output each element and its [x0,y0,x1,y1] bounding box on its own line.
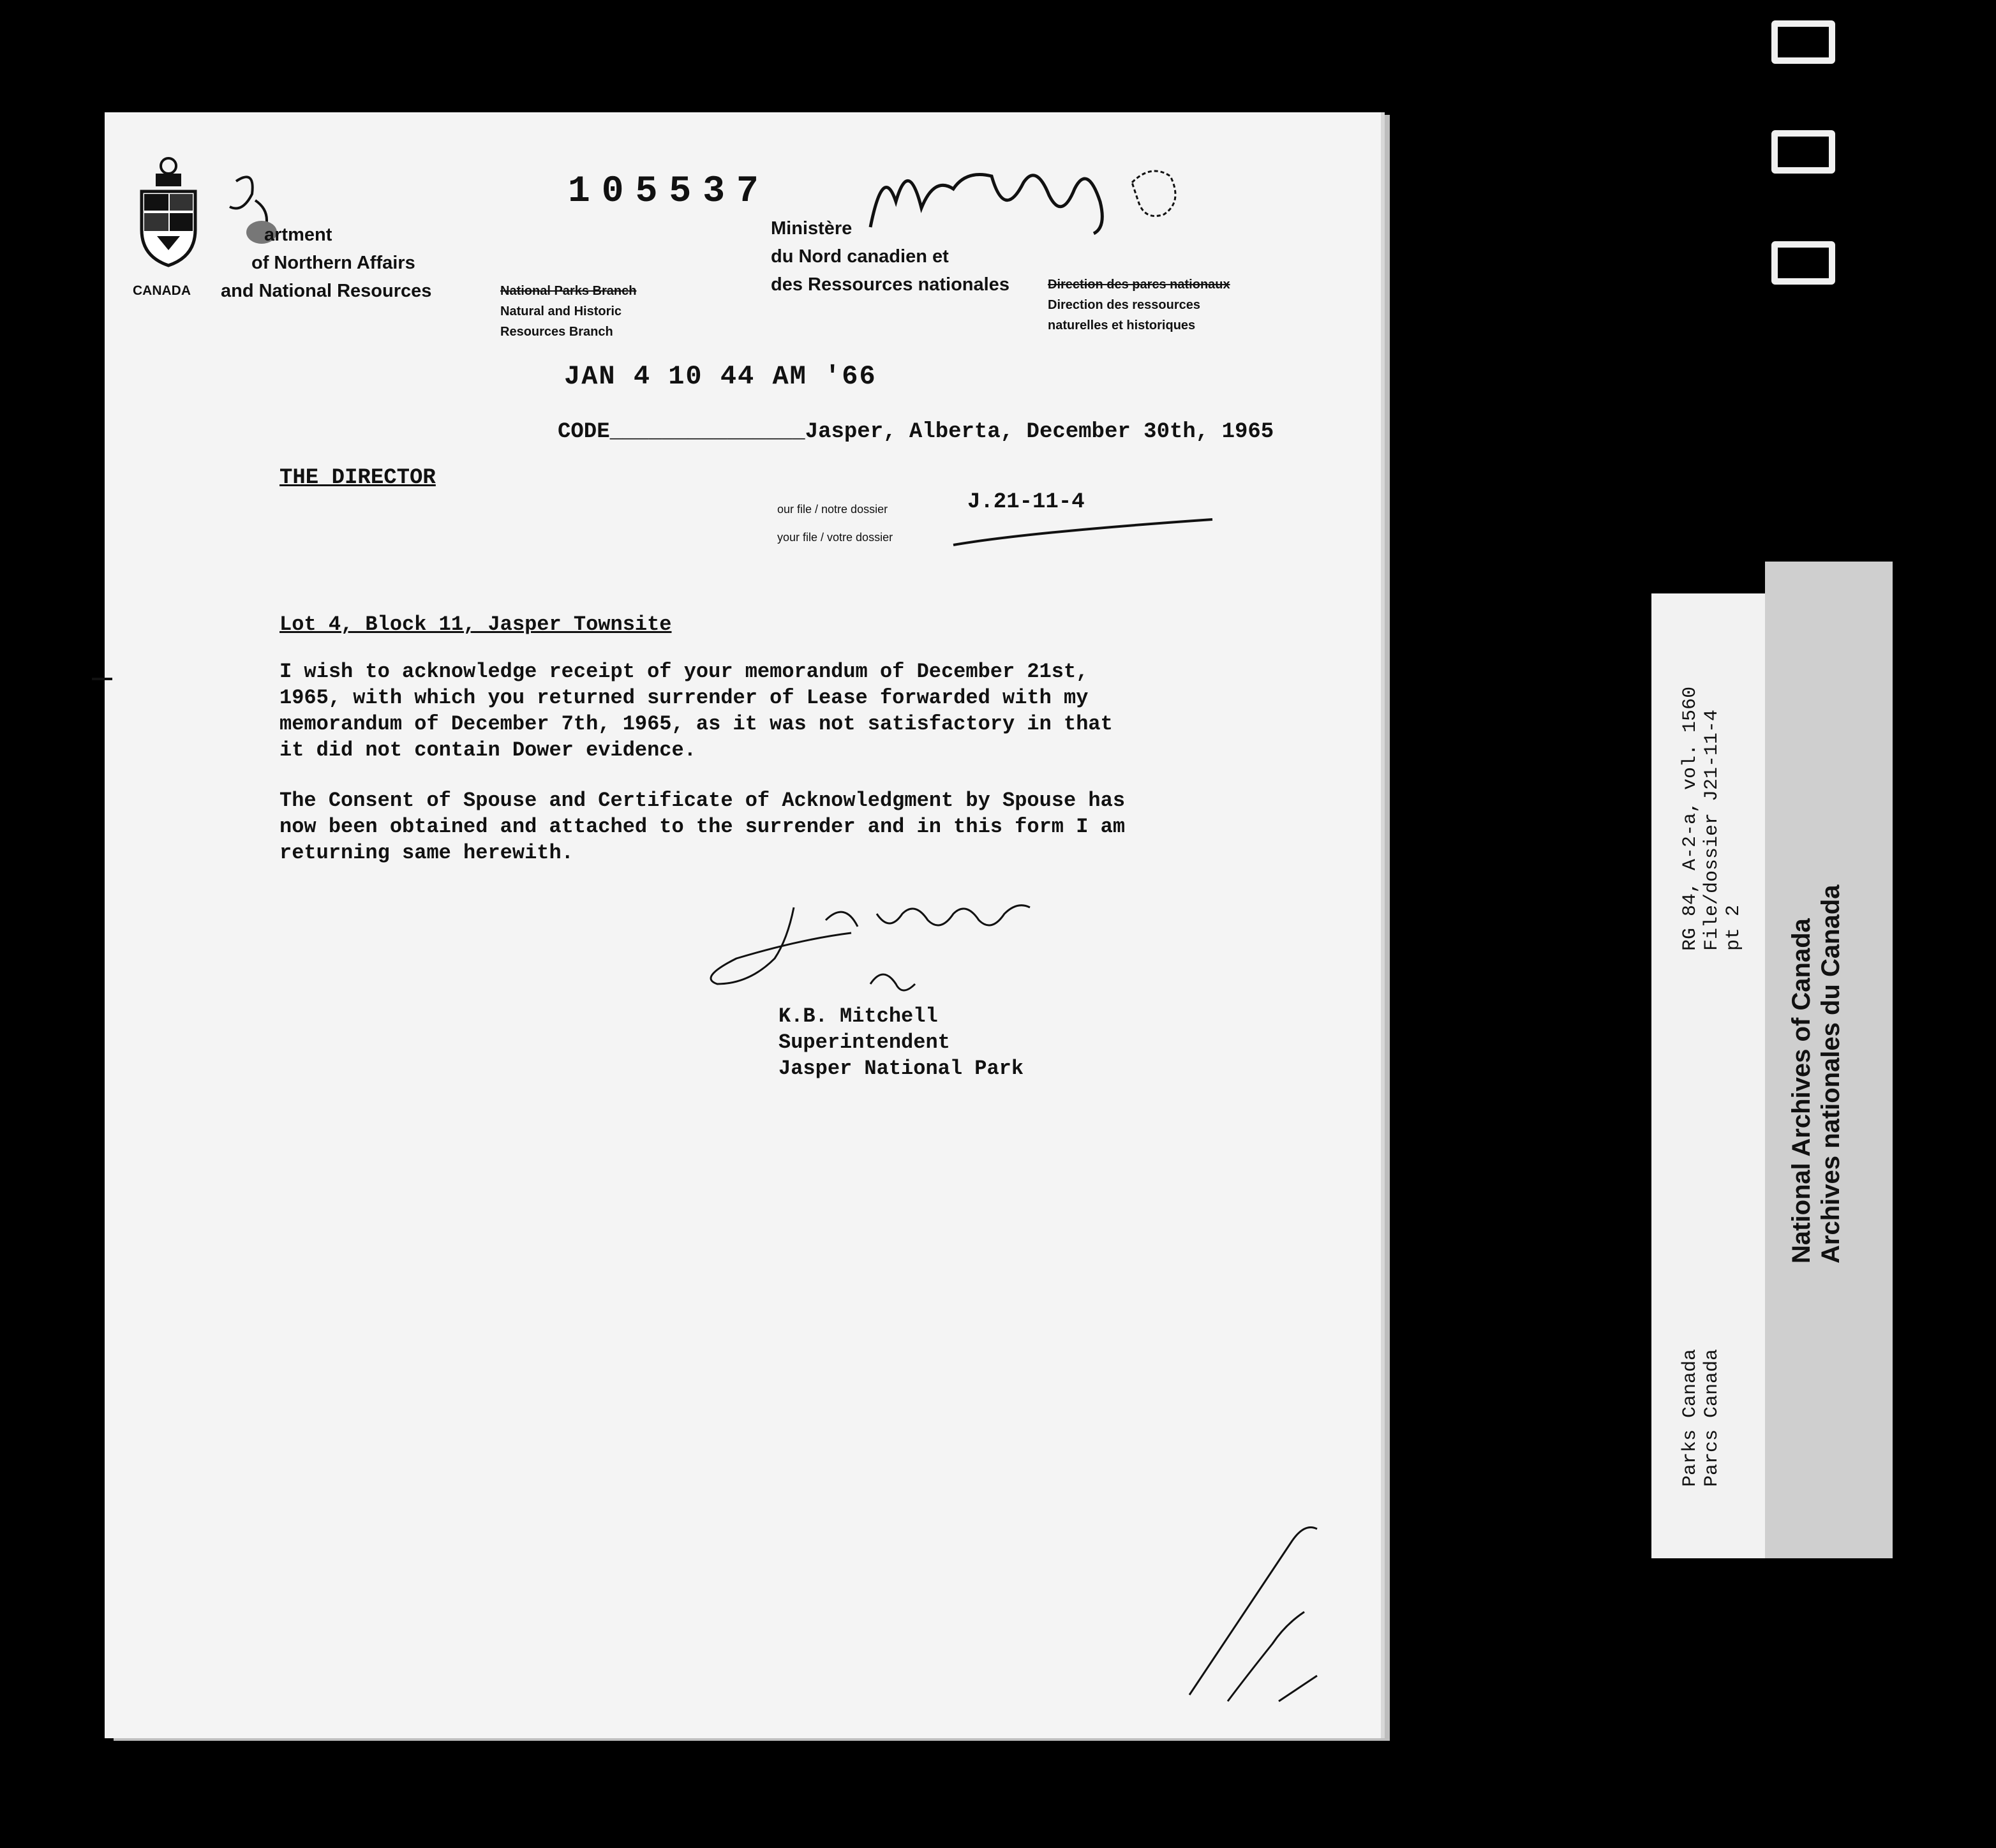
canada-coat-of-arms-icon [138,154,199,269]
branch-en-line-3: Resources Branch [500,325,613,339]
paragraph-1-line-2: 1965, with which you returned surrender of Lease forwarded with my [279,686,1089,710]
margin-dash [92,678,112,680]
branch-name-en [500,281,636,342]
department-en-line-1: artment [264,225,332,245]
department-fr-line-1: Ministère [771,218,853,239]
archives-name [1787,884,1845,1263]
subject-line: Lot 4, Block 11, Jasper Townsite [279,613,672,636]
department-fr-line-3: des Ressources nationales [771,274,1009,295]
film-frame-mark-icon [1771,241,1835,285]
archives-name-en: National Archives of Canada [1787,918,1815,1263]
our-file-value: J.21-11-4 [967,490,1085,514]
paragraph-2-line-1: The Consent of Spouse and Certificate of Acknowledgment by Spouse has [279,789,1126,812]
branch-en-line-1: National Parks Branch [500,284,637,298]
signatory-title: Superintendent [778,1031,950,1054]
film-frame-mark-icon [1771,130,1835,174]
organization-line-1: Parks Canada [1679,1348,1701,1487]
department-en-line-3: and National Resources [221,281,432,301]
received-stamp: JAN 4 10 44 AM '66 [564,361,877,392]
archive-reference [1679,687,1745,951]
department-fr-line-2: du Nord canadien et [771,246,949,267]
reference-number: 105537 [568,171,770,212]
our-file-label: our file / notre dossier [777,503,888,516]
archives-name-fr: Archives nationales du Canada [1817,884,1845,1263]
archive-organization [1679,1349,1723,1487]
handwritten-margin-note [1177,1516,1343,1708]
organization-line-2: Parcs Canada [1701,1348,1723,1487]
paragraph-1-line-1: I wish to acknowledge receipt of your memorandum of December 21st, [279,660,1089,683]
memo-sheet [105,112,1381,1738]
paragraph-1-line-3: memorandum of December 7th, 1965, as it was not satisfactory in that [279,712,1113,736]
body-paragraph-1 [279,659,1275,763]
handwritten-initials [864,151,1196,240]
department-name-en [221,221,432,305]
country-label: CANADA [133,283,191,298]
archive-reference-label [1651,593,1768,1558]
addressee: THE DIRECTOR [279,466,436,490]
handwritten-underline [951,513,1219,551]
handwritten-signature [698,888,1055,1003]
branch-name-fr [1048,274,1230,336]
your-file-label: your file / votre dossier [777,531,893,544]
paragraph-2-line-2: now been obtained and attached to the surrender and in this form I am [279,815,1126,838]
archive-reference-line-1: RG 84, A-2-a, vol. 1560 [1679,686,1701,951]
branch-fr-line-3: naturelles et historiques [1048,318,1196,332]
branch-fr-line-1: Direction des parcs nationaux [1048,278,1230,292]
body-paragraph-2 [279,787,1275,866]
paragraph-1-line-4: it did not contain Dower evidence. [279,738,696,762]
archive-reference-line-2: File/dossier J21-11-4 [1701,709,1723,951]
department-en-line-2: of Northern Affairs [251,253,415,273]
place-and-date: Jasper, Alberta, December 30th, 1965 [805,420,1274,444]
branch-en-line-2: Natural and Historic [500,304,622,318]
signature-block [778,1003,1024,1082]
code-label: CODE [558,420,610,444]
archive-reference-line-3: pt 2 [1723,904,1745,951]
archives-name-label [1765,562,1893,1558]
signatory-name: K.B. Mitchell [778,1004,938,1028]
film-frame-mark-icon [1771,20,1835,64]
file-labels [777,495,893,551]
signatory-office: Jasper National Park [778,1057,1024,1080]
code-line: CODE_______________Jasper, Alberta, December 30th, 1965 [558,420,1274,444]
branch-fr-line-2: Direction des ressources [1048,298,1200,312]
paragraph-2-line-3: returning same herewith. [279,841,574,865]
